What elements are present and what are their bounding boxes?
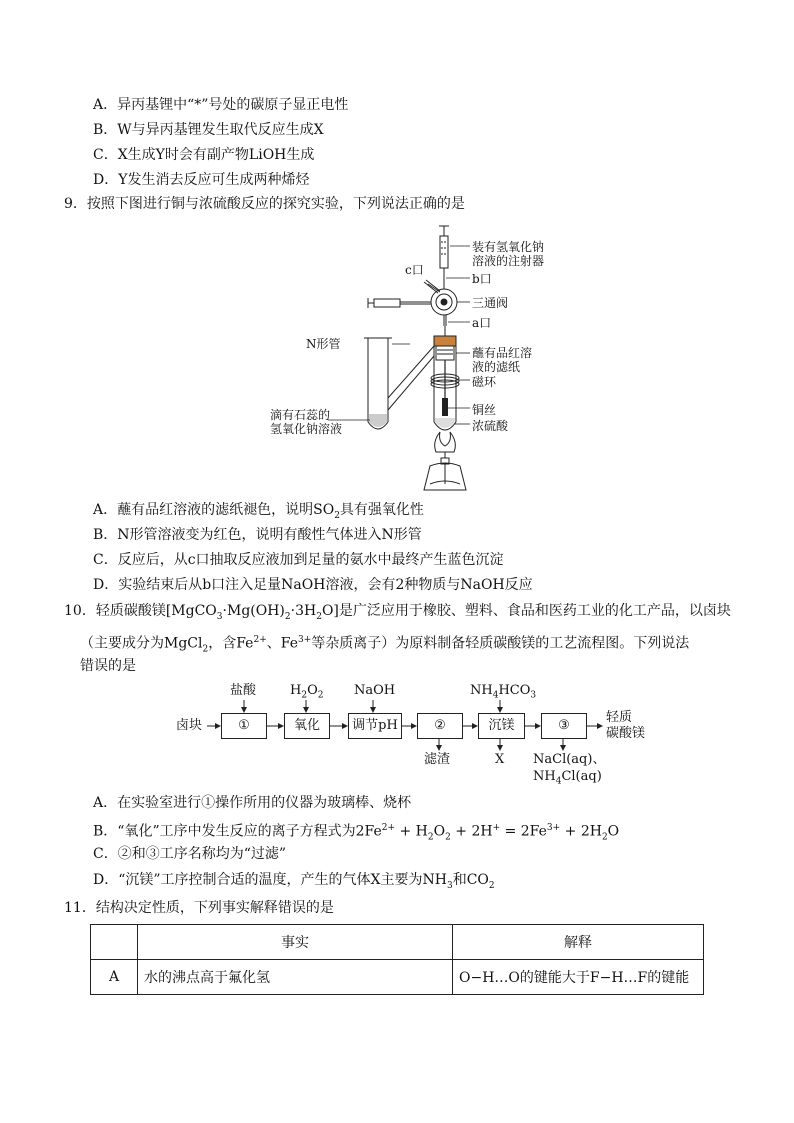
- label-magnet: 磁环: [472, 375, 497, 389]
- label-wire: 铜丝: [472, 403, 497, 417]
- q11-stem: 11．结构决定性质，下列事实解释错误的是: [64, 900, 334, 916]
- label-litmus: 滴有石蕊的: [270, 408, 331, 422]
- q10-option-d: D．“沉镁”工序控制合适的温度，产生的气体X主要为$NH_3$和$CO_2$: [93, 872, 495, 891]
- side-syringe-icon: [368, 298, 431, 308]
- q8-option-b: B．W与异丙基锂发生取代反应生成X: [93, 122, 324, 138]
- flow-in-nh4hco3: $NH_4HCO_3$: [470, 683, 537, 701]
- flow-in-hcl: 盐酸: [230, 683, 257, 698]
- q9-option-a: A．蘸有品红溶液的滤纸褪色，说明$SO_2$具有强氧化性: [93, 502, 424, 521]
- q8-option-d: D．Y发生消去反应可生成两种烯烃: [93, 172, 310, 188]
- q9-stem: 9．按照下图进行铜与浓硫酸反应的探究实验，下列说法正确的是: [64, 196, 465, 212]
- flow-box-ph: 调节pH: [348, 713, 402, 739]
- flow-out-residue: 滤渣: [424, 752, 451, 767]
- label-syringe-2: 溶液的注射器: [472, 254, 545, 268]
- q11-table: [90, 924, 704, 995]
- label-paper: 蘸有品红溶: [472, 346, 533, 360]
- q10-option-a: A．在实验室进行①操作所用的仪器为玻璃棒、烧杯: [93, 795, 412, 811]
- flow-out-nacl: NaCl(aq)、: [533, 752, 606, 767]
- flow-in-h2o2: $H_2O_2$: [290, 683, 324, 701]
- table-row: [91, 960, 704, 995]
- flow-box-1: ①: [221, 713, 267, 739]
- flow-in-naoh: NaOH: [354, 683, 396, 698]
- label-valve: 三通阀: [472, 296, 509, 310]
- q10-stem-line2: （主要成分为MgCl$_2$，含$Fe^{2+}$、$Fe^{3+}$等杂质离子）为原料制备轻质碳酸镁的工艺流程图。下列说法: [80, 635, 690, 655]
- q10-stem: 10．轻质碳酸镁$[MgCO_3\cdot Mg(OH)_2\cdot 3H_2O]$是广泛应用于橡胶、塑料、食品和医药工业的化工产品，以卤块: [64, 603, 731, 622]
- table-cell: 水的沸点高于氟化氢: [138, 960, 453, 995]
- q9-option-b: B．N形管溶液变为红色，说明有酸性气体进入N形管: [93, 527, 422, 543]
- q10-stem-line3: 错误的是: [80, 658, 136, 674]
- table-header-cell: 事实: [138, 925, 453, 960]
- label-syringe: 装有氢氧化钠: [472, 240, 545, 254]
- label-n-tube: N形管: [306, 337, 341, 351]
- q8-option-a: A．异丙基锂中“*”号处的碳原子显正电性: [93, 97, 349, 113]
- table-header-cell: 解释: [453, 925, 704, 960]
- label-paper-2: 液的滤纸: [472, 360, 521, 374]
- flow-out-x: X: [495, 752, 505, 767]
- flow-box-3: ③: [541, 713, 587, 739]
- three-way-valve-icon: [424, 280, 457, 326]
- flow-box-2: ②: [417, 713, 463, 739]
- label-acid: 浓硫酸: [472, 419, 509, 433]
- flow-start: 卤块: [176, 718, 203, 733]
- q8-option-c: C．X生成Y时会有副产物LiOH生成: [93, 147, 315, 163]
- flow-box-oxidation: 氧化: [284, 713, 330, 739]
- table-cell: O−H…O的键能大于F−H…F的键能: [453, 960, 704, 995]
- q9-option-c: C．反应后，从c口抽取反应液加到足量的氨水中最终产生蓝色沉淀: [93, 552, 504, 568]
- q9-option-d: D．实验结束后从b口注入足量NaOH溶液，会有2种物质与NaOH反应: [93, 577, 533, 593]
- flow-end: 轻质: [606, 710, 633, 725]
- flow-box-precipitate: 沉镁: [478, 713, 525, 739]
- table-cell: A: [91, 960, 138, 995]
- table-header-row: [91, 925, 704, 960]
- q10-option-c: C．②和③工序名称均为“过滤”: [93, 846, 287, 862]
- n-tube-icon: [364, 338, 434, 429]
- flow-end-2: 碳酸镁: [606, 726, 646, 741]
- table-header-cell: [91, 925, 138, 960]
- label-litmus-2: 氢氧化钠溶液: [270, 422, 343, 436]
- alcohol-lamp-icon: [424, 432, 466, 490]
- flow-out-nh4cl: $NH_4Cl(aq)$: [533, 769, 602, 787]
- syringe-icon: [439, 226, 449, 284]
- label-c-port: c口: [405, 263, 424, 277]
- q10-option-b: B．“氧化”工序中发生反应的离子方程式为$2Fe^{2+} + H_2O_2 + 2H^+ = 2Fe^{3+} + 2H_2O$: [93, 823, 620, 843]
- label-a-port: a口: [472, 316, 492, 330]
- stopper-icon: [434, 336, 456, 346]
- label-b-port: b口: [472, 272, 492, 286]
